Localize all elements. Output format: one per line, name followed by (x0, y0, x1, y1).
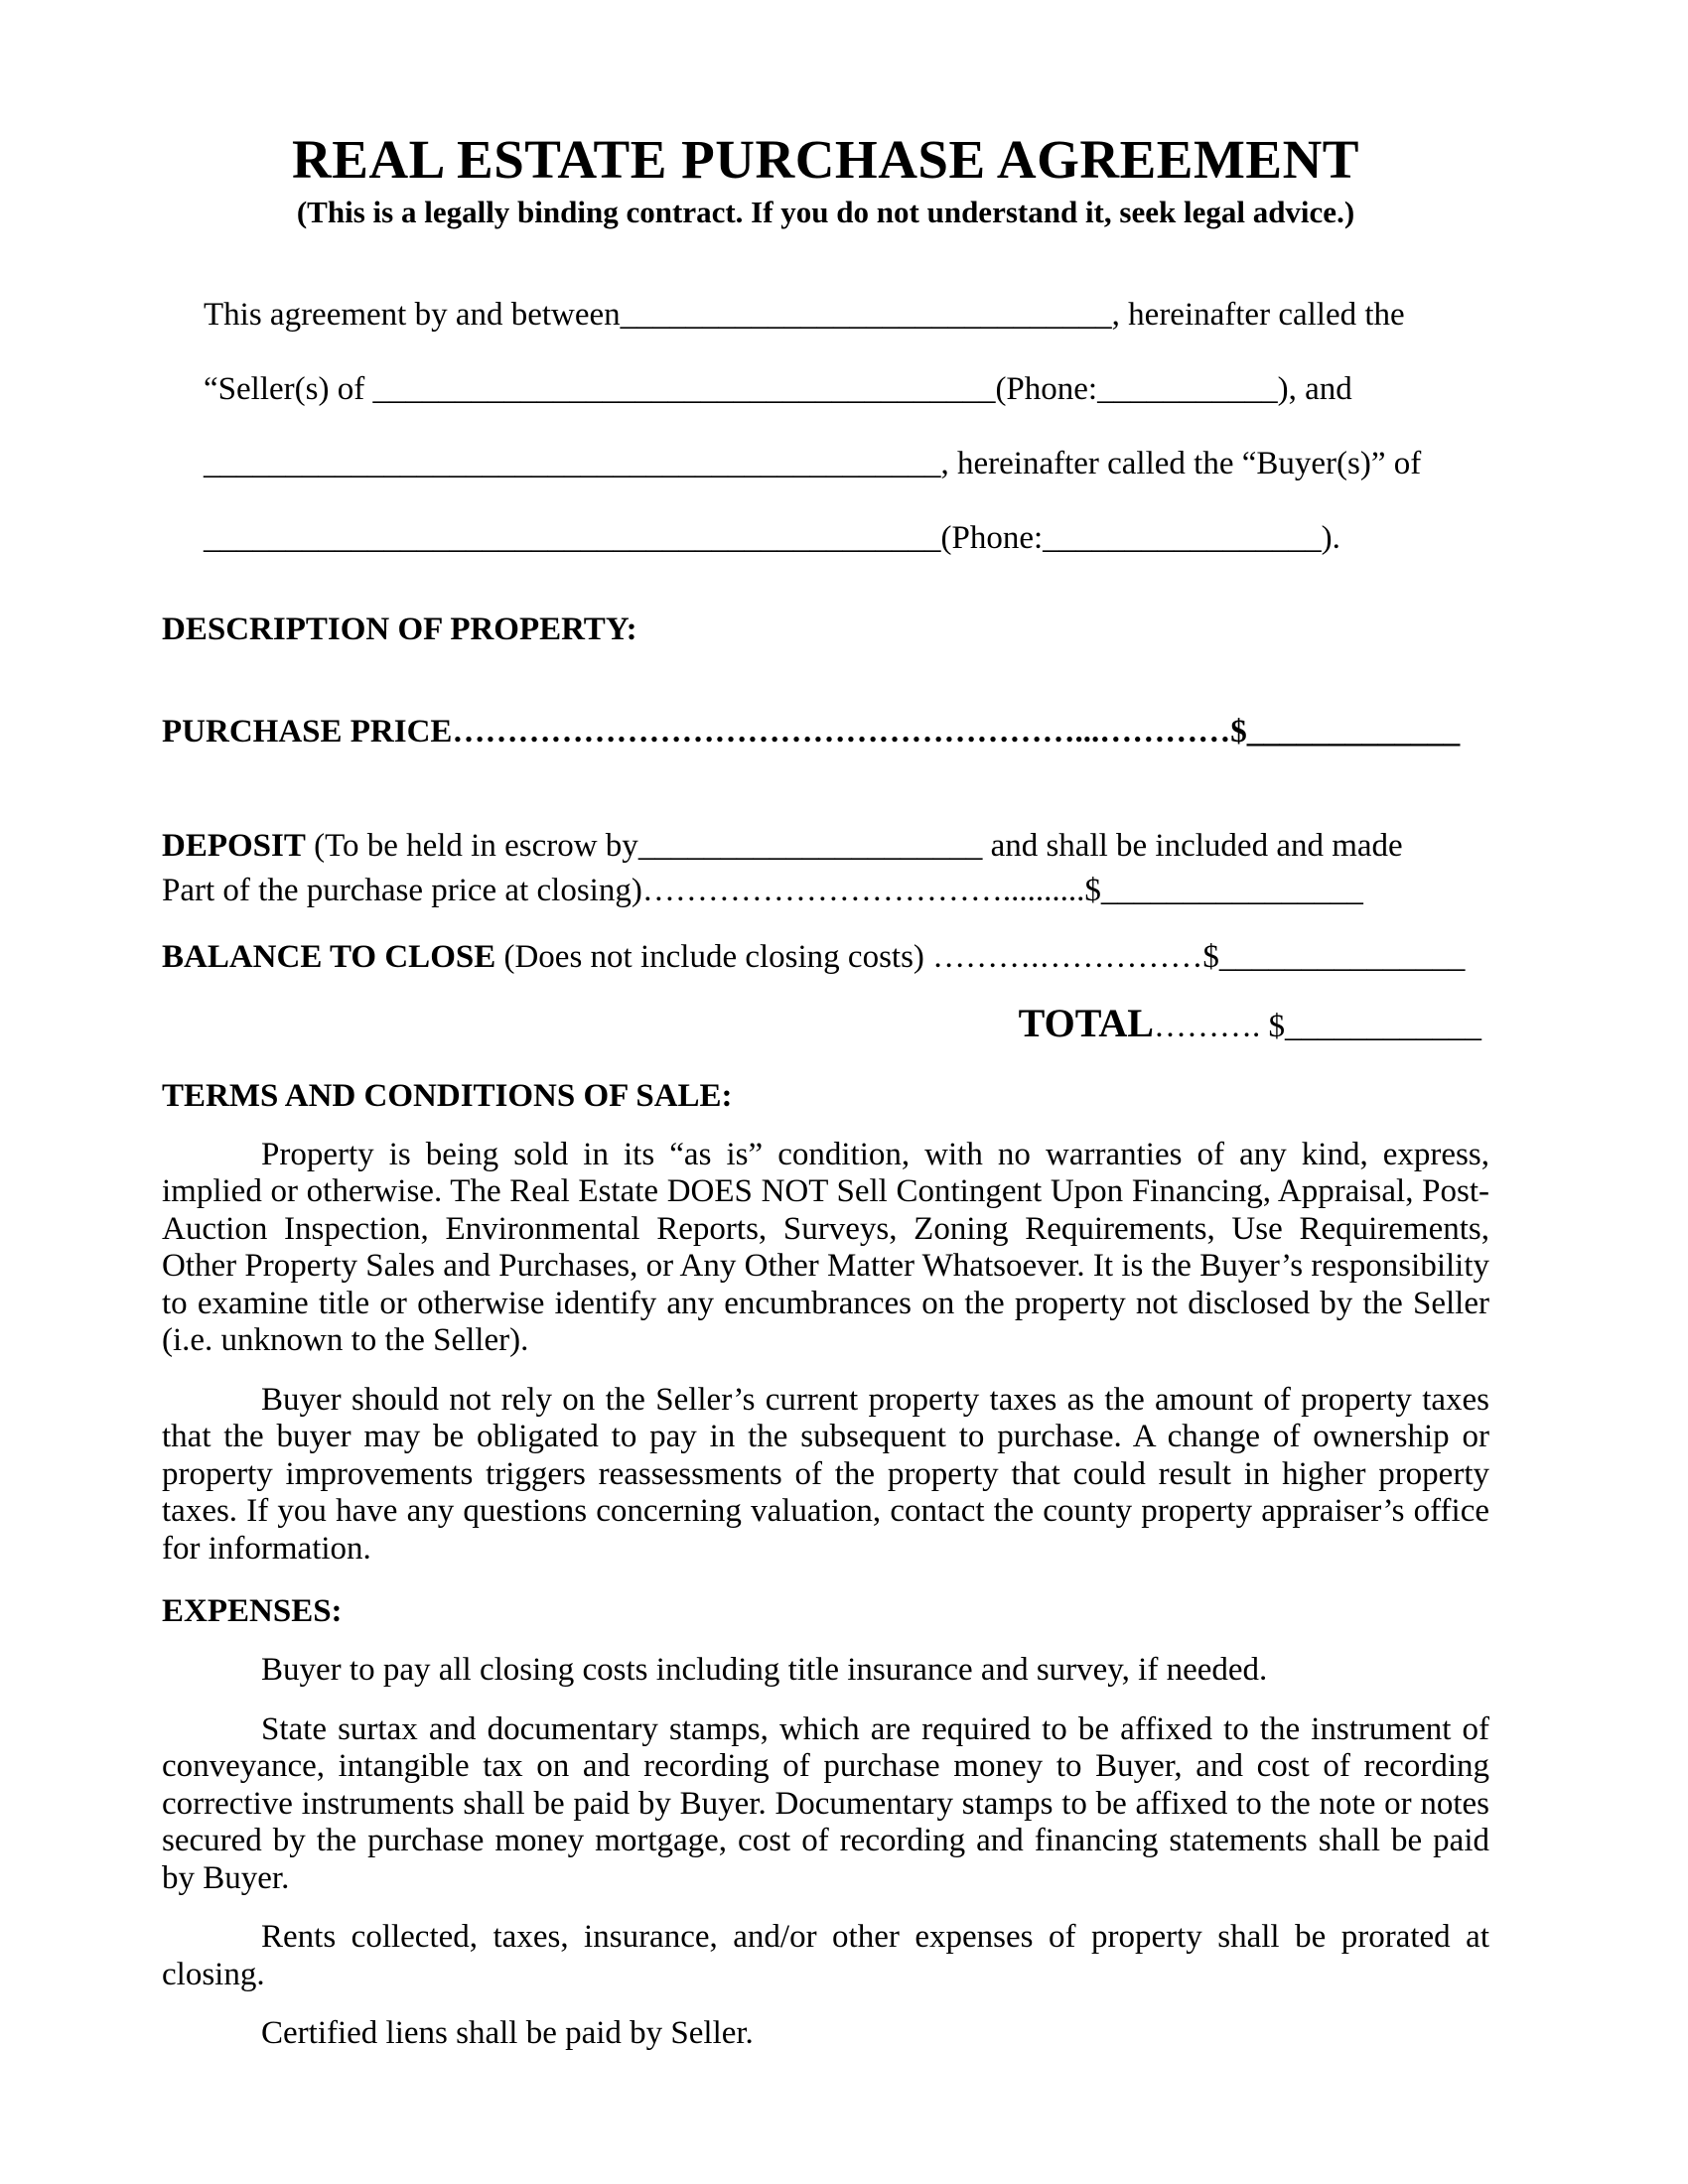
terms-and-conditions-heading: TERMS AND CONDITIONS OF SALE: (162, 1077, 733, 1114)
intro-line1-text-pre: This agreement by and between (204, 296, 621, 333)
deposit-text-included: and shall be included and made (982, 827, 1403, 864)
deposit-amount-blank-field: ________________ (1100, 872, 1363, 908)
balance-label: BALANCE TO CLOSE (162, 938, 496, 975)
purchase-price-label: PURCHASE PRICE (162, 713, 453, 750)
document-title: REAL ESTATE PURCHASE AGREEMENT (292, 129, 1359, 190)
intro-line2-text-post: ), and (1277, 370, 1352, 407)
buyer-address-blank-field: _____________________________________________ (204, 519, 941, 556)
seller-phone-blank-field: ___________ (1097, 370, 1278, 407)
escrow-holder-blank-field: _____________________ (637, 827, 983, 864)
buyer-name-blank-field: _____________________________________________ (204, 445, 941, 481)
terms-paragraph-as-is: Property is being sold in its “as is” condition, with no warranties of any kind, express, implied or otherwise. The Real Estate DOES NOT Sell Contingent Upon Financing, Appraisal, Post-Auction Inspection, Environmental Reports, Surveys, Zoning Requirements, Use Requirements, Other Property Sales and Purchases, or Any Other Matter Whatsoever. It is the Buyer’s responsibility to examine title or otherwise identify any encumbrances on the property not disclosed by the Seller (i.e. unknown to the Seller). (162, 1136, 1489, 1359)
total-amount-blank-field: ____________ (1285, 1008, 1481, 1044)
intro-line-buyer-phone (204, 519, 1375, 557)
deposit-line-2 (162, 869, 1489, 913)
description-of-property-heading: DESCRIPTION OF PROPERTY: (162, 611, 637, 647)
expenses-heading: EXPENSES: (162, 1593, 343, 1630)
seller-name-blank-field: ______________________________ (620, 296, 1112, 333)
expenses-paragraph-liens: Certified liens shall be paid by Seller. (261, 2015, 754, 2052)
balance-currency-sign: $ (1202, 938, 1219, 975)
deposit-text-closing: Part of the purchase price at closing) (162, 872, 642, 908)
intro-line4-text-post: ). (1321, 519, 1340, 556)
intro-line1-text-post: , hereinafter called the (1111, 296, 1405, 333)
seller-phone-label: (Phone: (995, 370, 1098, 407)
terms-paragraph-taxes: Buyer should not rely on the Seller’s current property taxes as the amount of property taxes that the buyer may be obligated to pay in the subsequent to purchase. A change of ownership or property improvements triggers reassessments of the property that could result in higher property taxes. If you have any questions concerning valuation, contact the county property appraiser’s office for information. (162, 1381, 1489, 1567)
deposit-label: DEPOSIT (162, 827, 306, 864)
intro-line-seller (204, 370, 1375, 408)
expenses-paragraph-surtax: State surtax and documentary stamps, which are required to be affixed to the instrument of conveyance, intangible tax on and recording of purchase money to Buyer, and cost of recording corrective instruments shall be paid by Buyer. Documentary stamps to be affixed to the note or notes secured by the purchase money mortgage, cost of recording and financing statements shall be paid by Buyer. (162, 1710, 1489, 1896)
document-subtitle: (This is a legally binding contract. If you do not understand it, seek legal advice.) (296, 194, 1355, 229)
intro-line3-text-post: , hereinafter called the “Buyer(s)” of (940, 445, 1422, 481)
total-line (162, 1000, 1481, 1046)
balance-text: (Does not include closing costs) (495, 938, 933, 975)
total-label: TOTAL (1018, 1000, 1154, 1045)
expenses-paragraph-rents: Rents collected, taxes, insurance, and/or other expenses of property shall be prorated at closing. (162, 1919, 1489, 1992)
deposit-dot-leader: …………………………….......... (641, 872, 1085, 908)
purchase-price-blank-field: _____________ (1246, 713, 1461, 750)
intro-line-buyer (204, 445, 1422, 482)
balance-dot-leader: ……….…………… (932, 938, 1203, 975)
total-currency-sign: $ (1268, 1008, 1285, 1044)
expenses-paragraph-closing-costs: Buyer to pay all closing costs including title insurance and survey, if needed. (261, 1652, 1268, 1689)
deposit-currency-sign: $ (1084, 872, 1101, 908)
intro-line2-text-pre: “Seller(s) of (204, 370, 373, 407)
deposit-text-escrow: (To be held in escrow by (305, 827, 638, 864)
deposit-line-1 (162, 824, 1489, 869)
purchase-price-currency-sign: $ (1230, 713, 1247, 750)
deposit-section (162, 824, 1489, 913)
purchase-price-line (162, 714, 1489, 751)
buyer-phone-blank-field: _________________ (1043, 519, 1322, 556)
seller-address-blank-field: ______________________________________ (372, 370, 996, 407)
intro-section (204, 296, 1422, 557)
purchase-price-dot-leader: …………………………………………………...………… (452, 713, 1231, 750)
balance-amount-blank-field: _______________ (1218, 938, 1466, 975)
buyer-phone-label: (Phone: (940, 519, 1044, 556)
intro-line-parties (204, 296, 1405, 334)
balance-to-close-line (162, 939, 1489, 976)
total-dot-leader: ………. (1154, 1008, 1269, 1044)
